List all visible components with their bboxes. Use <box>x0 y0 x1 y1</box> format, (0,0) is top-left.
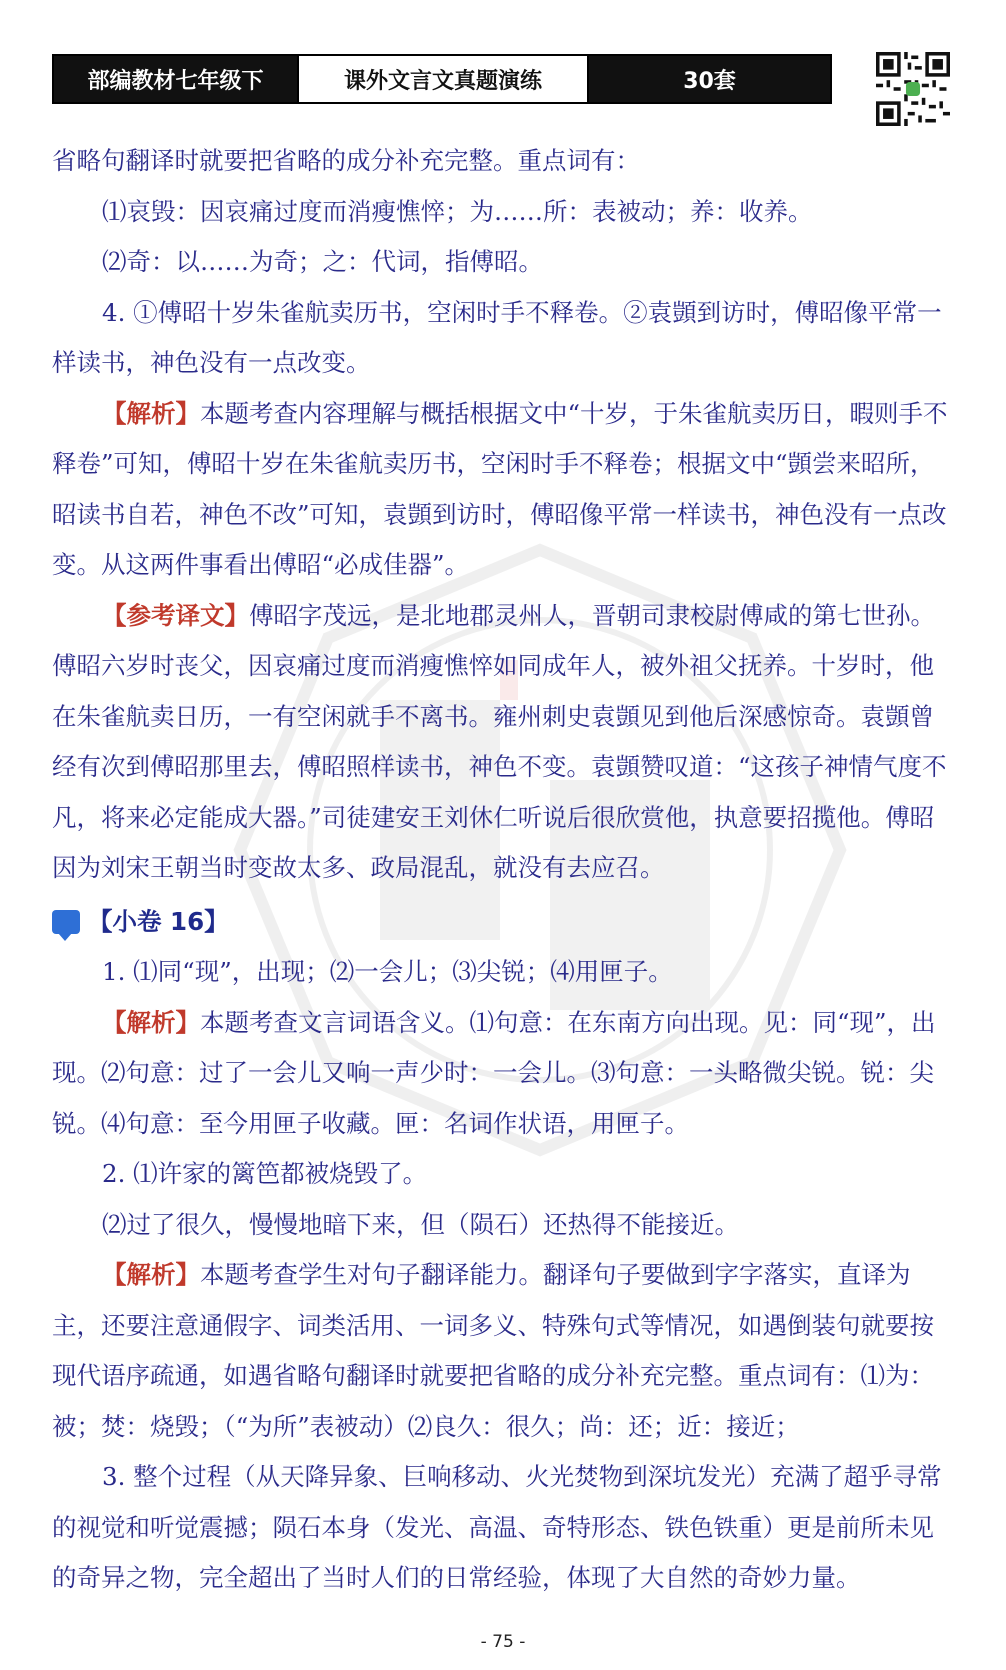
analysis-text: 本题考查文言词语含义。⑴句意：在东南方向出现。见：同“现”，出现。⑵句意：过了一会儿又响一声少时：一会儿。⑶句意：一头略微尖锐。锐：尖锐。⑷句意：至今用匣子收藏。匣：名词作状语，用匣子。 <box>52 1007 936 1138</box>
text-line: 省略句翻译时就要把省略的成分补充完整。重点词有： <box>52 146 640 175</box>
analysis-tag: 【解析】 <box>102 1260 200 1289</box>
header-bar <box>52 54 832 104</box>
translation-tag: 【参考译文】 <box>102 600 249 630</box>
qr-code-icon <box>876 52 950 126</box>
header-count: 30套 <box>589 56 830 102</box>
translation-text: 傅昭字茂远，是北地郡灵州人，晋朝司隶校尉傅咸的第七世孙。傅昭六岁时丧父，因哀痛过度而消瘦憔悴如同成年人，被外祖父抚养。十岁时，他在朱雀航卖日历，一有空闲就手不离书。雍州刺史袁顗见到他后深感惊奇。袁顗曾经有次到傅昭那里去，傅昭照样读书，神色不变。袁顗赞叹道：“这孩子神情气度不凡，将来必定能成大器。”司徒建安王刘休仁听说后很欣赏他，执意要招揽他。傅昭因为刘宋王朝当时变故太多、政局混乱，就没有去应召。 <box>52 600 947 882</box>
answer-3: 3. 整个过程（从天降异象、巨响移动、火光焚物到深坑发光）充满了超乎寻常的视觉和听觉震撼；陨石本身（发光、高温、奇特形态、铁色铁重）更是前所未见的奇异之物，完全超出了当时人们的日常经验，体现了大自然的奇妙力量。 <box>52 1462 942 1592</box>
analysis-paragraph <box>52 389 956 591</box>
answer-2a: 2. ⑴许家的篱笆都被烧毁了。 <box>102 1159 428 1188</box>
text-line: ⑴哀毁：因哀痛过度而消瘦憔悴；为……所：表被动；养：收养。 <box>102 196 813 226</box>
header-title: 课外文言文真题演练 <box>297 56 589 102</box>
section-title: 【小卷 16】 <box>88 906 229 936</box>
page-number: - 75 - <box>480 1632 526 1652</box>
answer-4: 4. ①傅昭十岁朱雀航卖历书，空闲时手不释卷。②袁顗到访时，傅昭像平常一样读书，神色没有一点改变。 <box>52 297 942 377</box>
answer-2b: ⑵过了很久，慢慢地暗下来，但（陨石）还热得不能接近。 <box>102 1209 739 1239</box>
analysis-tag: 【解析】 <box>102 398 200 428</box>
header-series: 部编教材七年级下 <box>54 56 297 102</box>
chat-bubble-icon <box>52 910 80 934</box>
answer-1: 1. ⑴同“现”，出现；⑵一会儿；⑶尖锐；⑷用匣子。 <box>102 957 673 986</box>
text-line: ⑵奇：以……为奇；之：代词，指傅昭。 <box>102 247 543 276</box>
analysis-paragraph <box>52 1250 956 1452</box>
translation-paragraph <box>52 591 956 894</box>
analysis-text: 本题考查内容理解与概括根据文中“十岁，于朱雀航卖历日，暇则手不释卷”可知，傅昭十岁在朱雀航卖历书，空闲时手不释卷；根据文中“顗尝来昭所，昭读书自若，神色不改”可知，袁顗到访时，傅昭像平常一样读书，神色没有一点改变。从这两件事看出傅昭“必成佳器”。 <box>52 398 948 579</box>
analysis-text: 本题考查学生对句子翻译能力。翻译句子要做到字字落实，直译为主，还要注意通假字、词类活用、一词多义、特殊句式等情况，如遇倒装句就要按现代语序疏通，如遇省略句翻译时就要把省略的成分补充完整。重点词有：⑴为：被；焚：烧毁；（“为所”表被动）⑵良久：很久；尚：还；近：接近； <box>52 1260 934 1441</box>
analysis-paragraph <box>52 998 956 1150</box>
answer-body <box>52 136 956 1604</box>
section-heading <box>52 897 956 948</box>
analysis-tag: 【解析】 <box>102 1007 200 1037</box>
